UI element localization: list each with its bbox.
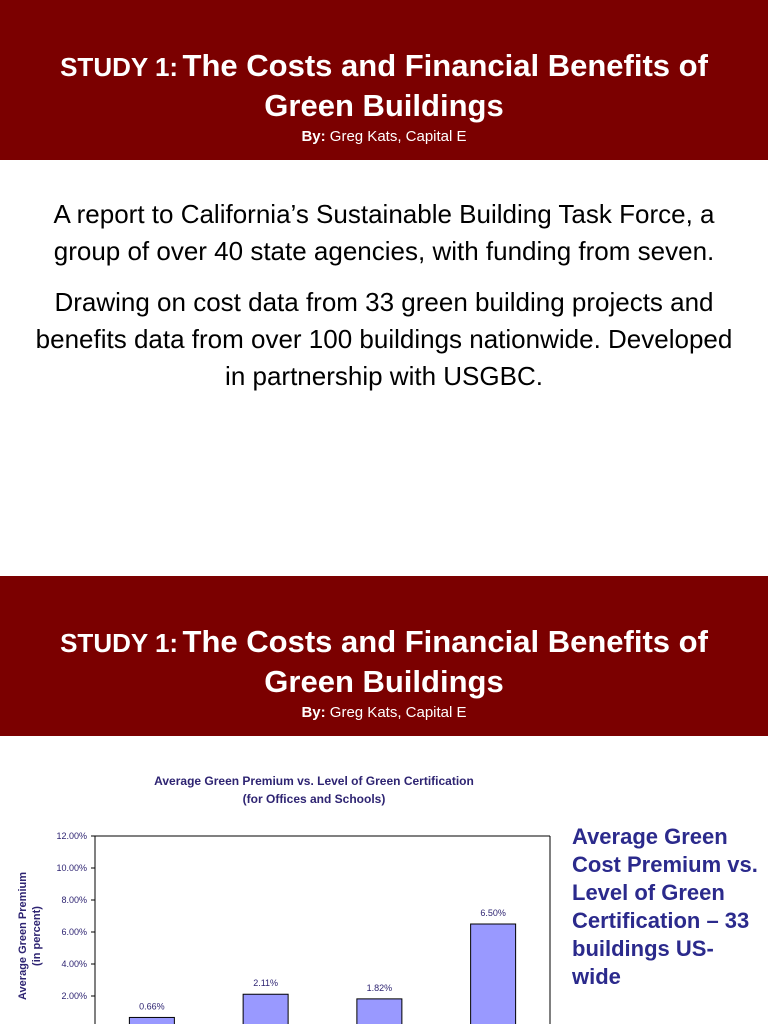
- y-axis-label: Average Green Premium: [17, 872, 29, 1000]
- slide2-title-prefix: STUDY 1:: [60, 628, 179, 658]
- bar: [357, 999, 402, 1024]
- slide1-title-line2: Green Buildings: [264, 88, 504, 123]
- slide1-title-prefix: STUDY 1:: [60, 52, 179, 82]
- bar-data-label: 2.11%: [253, 978, 279, 989]
- slide2-title-line2: Green Buildings: [264, 664, 504, 699]
- slide1-paragraph-2: Drawing on cost data from 33 green building projects and benefits data from over 100 buildings nationwide. Developed in partnership with USGBC.: [35, 287, 733, 391]
- y-tick-label: 2.00%: [61, 991, 87, 1001]
- bar: [471, 924, 516, 1024]
- chart-title-main: Average Green Premium vs. Level of Green Certification: [154, 774, 474, 788]
- bar: [243, 994, 288, 1024]
- slide1-by-text: Greg Kats, Capital E: [329, 128, 467, 145]
- slide1-paragraph-1: A report to California’s Sustainable Building Task Force, a group of over 40 state agencies, with funding from seven.: [53, 199, 715, 266]
- slide1-title-banner: [0, 0, 768, 160]
- y-tick-label: 8.00%: [61, 895, 87, 905]
- slide1-title-main: The Costs and Financial Benefits of: [182, 48, 708, 83]
- chart-title: [114, 772, 514, 808]
- y-axis-label-unit: (in percent): [31, 906, 43, 966]
- chart-subtitle: (for Offices and Schools): [242, 792, 386, 806]
- y-tick-label: 10.00%: [56, 863, 87, 873]
- slide2-byline: [0, 703, 768, 723]
- slide2-title-banner: [0, 576, 768, 736]
- bar: [129, 1017, 174, 1024]
- slide2-by-label: By:: [301, 704, 326, 721]
- bar-data-label: 6.50%: [480, 908, 506, 918]
- y-tick-label: 4.00%: [61, 959, 87, 969]
- slide2-caption: Average Green Cost Premium vs. Level of Green Certification – 33 buildings US-wide: [572, 824, 758, 989]
- slide1-by-label: By:: [301, 128, 326, 145]
- y-tick-label: 12.00%: [56, 831, 87, 841]
- y-tick-label: 6.00%: [61, 927, 87, 937]
- green-premium-bar-chart: [0, 820, 560, 1024]
- bar-data-label: 1.82%: [366, 982, 393, 993]
- slide2-by-text: Greg Kats, Capital E: [329, 704, 467, 721]
- slide1-body: [30, 196, 738, 409]
- slide2-title-main: The Costs and Financial Benefits of: [182, 624, 708, 659]
- slide1-byline: [0, 127, 768, 147]
- bar-data-label: 0.66%: [139, 1001, 165, 1012]
